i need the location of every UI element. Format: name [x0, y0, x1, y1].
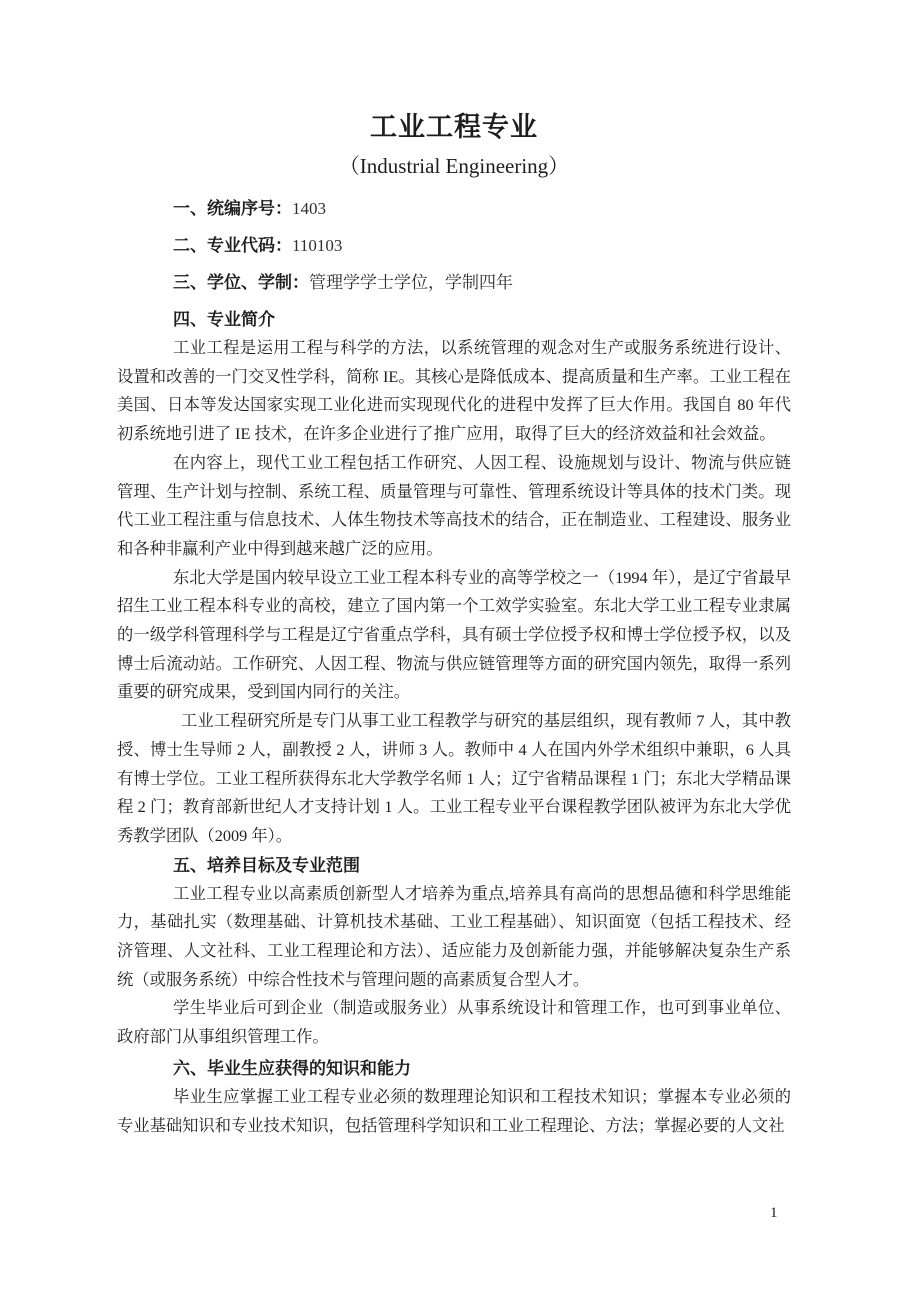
- section-heading-introduction: 四、专业简介: [173, 310, 275, 329]
- paragraph: 在内容上，现代工业工程包括工作研究、人因工程、设施规划与设计、物流与供应链管理、生产计划与控制、系统工程、质量管理与可靠性、管理系统设计等具体的技术门类。现代工业工程注重与信息技术、人体生物技术等高技术的结合，正在制造业、工程建设、服务业和各种非赢利产业中得到越来越广泛的应用。: [117, 452, 791, 558]
- field-label: 一、统编序号：: [173, 199, 292, 218]
- field-label: 三、学位、学制：: [173, 273, 309, 292]
- section-heading-objectives: 五、培养目标及专业范围: [173, 855, 360, 875]
- paragraph: 学生毕业后可到企业（制造或服务业）从事系统设计和管理工作，也可到事业单位、政府部门从事组织管理工作。: [117, 998, 791, 1047]
- field-value: 管理学学士学位，学制四年: [309, 273, 513, 292]
- field-value: 110103: [292, 236, 343, 255]
- paragraph: 工业工程是运用工程与科学的方法，以系统管理的观念对生产或服务系统进行设计、设置和改善的一门交叉性学科，简称 IE。其核心是降低成本、提高质量和生产率。工业工程在美国、日本等发达国家实现工业化进而实现现代化的进程中发挥了巨大作用。我国自 80 年代初系统地引进了 IE 技术，在许多企业进行了推广应用，取得了巨大的经济效益和社会效益。: [117, 338, 791, 444]
- page-number: 1: [770, 1205, 778, 1221]
- page-subtitle: （Industrial Engineering）: [338, 154, 570, 178]
- paragraph: 工业工程研究所是专门从事工业工程教学与研究的基层组织，现有教师 7 人，其中教授、博士生导师 2 人，副教授 2 人，讲师 3 人。教师中 4 人在国内外学术组织中兼职，6 人具有博士学位。工业工程所获得东北大学教学名师 1 人；辽宁省精品课程 1 门；东北大学精品课程 2 门；教育部新世纪人才支持计划 1 人。工业工程专业平台课程教学团队被评为东北大学优秀教学团队（2009 年）。: [117, 711, 791, 845]
- paragraph: 东北大学是国内较早设立工业工程本科专业的高等学校之一（1994 年），是辽宁省最早招生工业工程本科专业的高校，建立了国内第一个工效学实验室。东北大学工业工程专业隶属的一级学科管理科学与工程是辽宁省重点学科，具有硕士学位授予权和博士学位授予权，以及博士后流动站。工作研究、人因工程、物流与供应链管理等方面的研究国内领先，取得一系列重要的研究成果，受到国内同行的关注。: [117, 567, 791, 702]
- paragraph: 毕业生应掌握工业工程专业必须的数理理论知识和工程技术知识；掌握本专业必须的专业基础知识和专业技术知识，包括管理科学知识和工业工程理论、方法；掌握必要的人文社: [117, 1086, 791, 1135]
- document-content: [117, 0, 791, 1140]
- field-value: 1403: [292, 199, 326, 218]
- field-list: [117, 194, 791, 297]
- section-heading-graduate-abilities: 六、毕业生应获得的知识和能力: [173, 1058, 411, 1078]
- paragraph: 工业工程专业以高素质创新型人才培养为重点,培养具有高尚的思想品德和科学思维能力，基础扎实（数理基础、计算机技术基础、工业工程基础）、知识面宽（包括工程技术、经济管理、人文社科、工业工程理论和方法）、适应能力及创新能力强，并能够解决复杂生产系统（或服务系统）中综合性技术与管理问题的高素质复合型人才。: [117, 883, 791, 989]
- field-major-code: [117, 231, 791, 260]
- page-title: 工业工程专业: [370, 112, 538, 142]
- field-degree-duration: [117, 268, 791, 297]
- field-serial-number: [117, 194, 791, 223]
- field-label: 二、专业代码：: [173, 236, 292, 255]
